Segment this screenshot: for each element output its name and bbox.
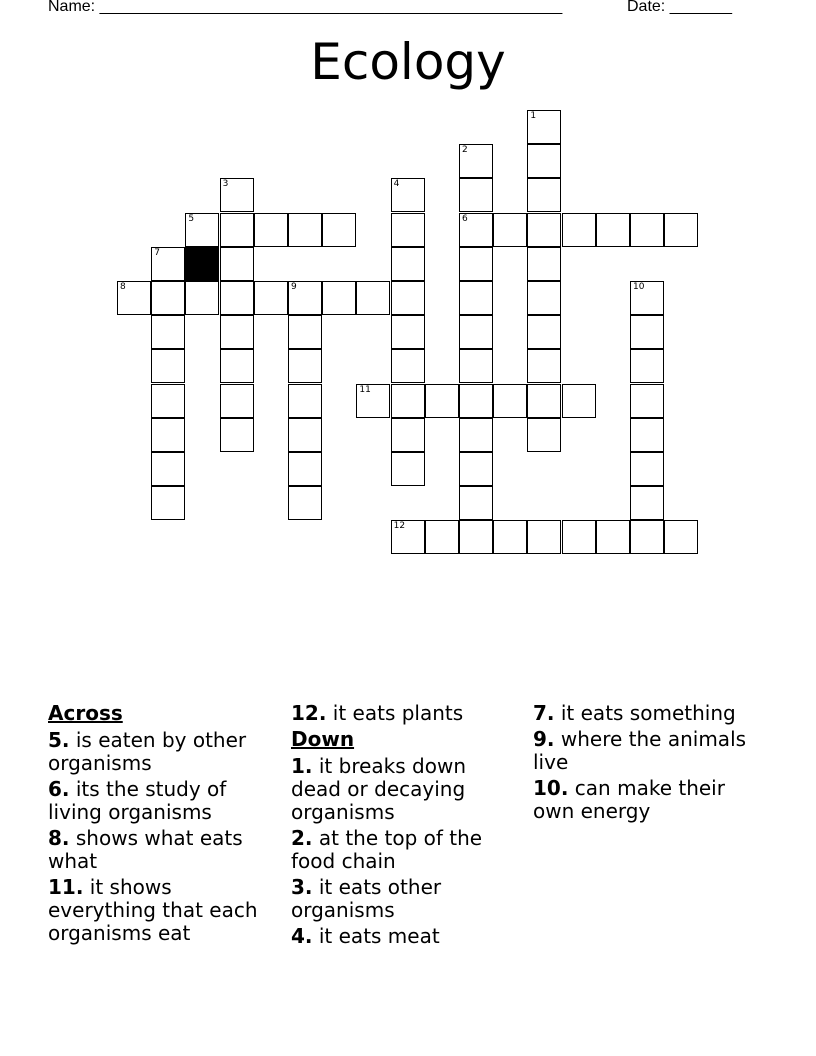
grid-cell[interactable]: [288, 486, 322, 520]
grid-cell[interactable]: [630, 418, 664, 452]
grid-cell[interactable]: [288, 315, 322, 349]
across-heading: Across: [48, 701, 123, 725]
grid-cell[interactable]: [459, 418, 493, 452]
black-cell: [185, 247, 219, 281]
clue-number-label: 4: [393, 179, 400, 190]
down-heading: Down: [291, 727, 355, 751]
grid-cell[interactable]: [630, 520, 664, 554]
grid-cell[interactable]: [220, 178, 254, 212]
grid-cell[interactable]: [151, 384, 185, 418]
across-clue: [48, 827, 278, 873]
clue-number-label: 8: [120, 282, 126, 292]
grid-cell[interactable]: [391, 418, 425, 452]
grid-cell[interactable]: [185, 213, 219, 247]
grid-cell[interactable]: [630, 315, 664, 349]
clue-column-2: [291, 702, 521, 951]
grid-cell[interactable]: [151, 281, 185, 315]
grid-cell[interactable]: [254, 213, 288, 247]
grid-cell[interactable]: [596, 213, 630, 247]
grid-cell[interactable]: [630, 213, 664, 247]
grid-cell[interactable]: [322, 213, 356, 247]
grid-cell[interactable]: [562, 384, 596, 418]
grid-cell[interactable]: [527, 384, 561, 418]
grid-cell[interactable]: [425, 520, 459, 554]
grid-cell[interactable]: [596, 520, 630, 554]
down-clue: [533, 702, 748, 725]
grid-cell[interactable]: [391, 315, 425, 349]
clue-number: 7.: [533, 701, 555, 725]
clue-column-3: [533, 702, 748, 826]
grid-cell[interactable]: [630, 281, 664, 315]
clue-column-1: [48, 702, 278, 948]
down-clue: [291, 925, 521, 948]
grid-cell[interactable]: [391, 247, 425, 281]
grid-cell[interactable]: [425, 384, 459, 418]
grid-cell[interactable]: [459, 520, 493, 554]
clue-number-label: 6: [462, 213, 468, 224]
grid-cell[interactable]: [562, 213, 596, 247]
grid-cell[interactable]: [151, 247, 185, 281]
clue-number: 6.: [48, 777, 70, 801]
grid-cell[interactable]: [288, 384, 322, 418]
down-clue: [291, 755, 521, 824]
grid-cell[interactable]: [527, 281, 561, 315]
across-clue: [48, 729, 278, 775]
clue-text: its the study of living organisms: [48, 777, 227, 824]
grid-cell[interactable]: [151, 486, 185, 520]
grid-cell[interactable]: [664, 520, 698, 554]
down-clue: [533, 728, 748, 774]
across-clue: [291, 702, 521, 725]
grid-cell[interactable]: [220, 384, 254, 418]
grid-cell[interactable]: [459, 315, 493, 349]
grid-cell[interactable]: [391, 384, 425, 418]
grid-cell[interactable]: [527, 418, 561, 452]
grid-cell[interactable]: [254, 281, 288, 315]
grid-cell[interactable]: [220, 281, 254, 315]
name-field[interactable]: Name: ____________________________________________________: [48, 0, 563, 15]
grid-cell[interactable]: [220, 349, 254, 383]
grid-cell[interactable]: [288, 418, 322, 452]
grid-cell[interactable]: [391, 178, 425, 212]
clue-number: 1.: [291, 754, 313, 778]
grid-cell[interactable]: [151, 349, 185, 383]
grid-cell[interactable]: [527, 144, 561, 178]
grid-cell[interactable]: [391, 281, 425, 315]
grid-cell[interactable]: [459, 247, 493, 281]
grid-cell[interactable]: [630, 349, 664, 383]
clue-number-label: 12: [393, 521, 406, 532]
grid-cell[interactable]: [391, 520, 425, 554]
grid-cell[interactable]: [322, 281, 356, 315]
grid-cell[interactable]: [527, 110, 561, 144]
clue-text: it eats meat: [312, 924, 440, 948]
clue-number-label: 2: [462, 145, 468, 156]
grid-cell[interactable]: [220, 418, 254, 452]
clue-text: it shows everything that each organisms eat: [48, 875, 258, 945]
clue-number: 11.: [48, 875, 84, 899]
down-clue: [533, 777, 748, 823]
clue-number: 8.: [48, 826, 70, 850]
grid-cell[interactable]: [459, 178, 493, 212]
clue-text: shows what eats what: [48, 826, 243, 873]
grid-cell[interactable]: [493, 520, 527, 554]
grid-cell[interactable]: [151, 452, 185, 486]
clue-text: it eats other organisms: [291, 875, 442, 922]
grid-cell[interactable]: [151, 418, 185, 452]
grid-cell[interactable]: [459, 144, 493, 178]
across-clue: [48, 778, 278, 824]
down-clue: [291, 827, 521, 873]
grid-cell[interactable]: [459, 349, 493, 383]
grid-cell[interactable]: [288, 452, 322, 486]
grid-cell[interactable]: [493, 384, 527, 418]
grid-cell[interactable]: [630, 452, 664, 486]
grid-cell[interactable]: [630, 384, 664, 418]
clue-number-label: 10: [633, 282, 645, 292]
clue-number-label: 3: [222, 179, 229, 190]
grid-cell[interactable]: [459, 213, 493, 247]
grid-cell[interactable]: [459, 452, 493, 486]
grid-cell[interactable]: [356, 281, 390, 315]
grid-cell[interactable]: [459, 281, 493, 315]
clue-number-label: 1: [530, 111, 537, 121]
grid-cell[interactable]: [151, 315, 185, 349]
grid-cell[interactable]: [288, 281, 322, 315]
grid-cell[interactable]: [527, 349, 561, 383]
clue-text: it eats something: [554, 701, 736, 725]
clue-number-label: 9: [291, 282, 297, 292]
grid-cell[interactable]: [527, 520, 561, 554]
puzzle-title: Ecology: [310, 33, 506, 91]
clue-number: 10.: [533, 776, 569, 800]
grid-cell[interactable]: [288, 349, 322, 383]
clue-number: 12.: [291, 701, 327, 725]
grid-cell[interactable]: [664, 213, 698, 247]
grid-cell[interactable]: [220, 315, 254, 349]
clue-text: can make their own energy: [533, 776, 725, 823]
grid-cell[interactable]: [630, 486, 664, 520]
clue-number: 4.: [291, 924, 313, 948]
grid-cell[interactable]: [459, 486, 493, 520]
grid-cell[interactable]: [527, 315, 561, 349]
clue-text: is eaten by other organisms: [48, 728, 247, 775]
grid-cell[interactable]: [391, 349, 425, 383]
grid-cell[interactable]: [527, 247, 561, 281]
clue-text: it eats plants: [326, 701, 464, 725]
grid-cell[interactable]: [185, 281, 219, 315]
clue-number: 5.: [48, 728, 70, 752]
grid-cell[interactable]: [288, 213, 322, 247]
clue-number-label: 7: [154, 247, 160, 258]
clue-number: 3.: [291, 875, 313, 899]
down-clue: [291, 876, 521, 922]
grid-cell[interactable]: [356, 384, 390, 418]
clue-number-label: 5: [188, 213, 195, 224]
grid-cell[interactable]: [117, 281, 151, 315]
clue-text: it breaks down dead or decaying organisms: [291, 754, 466, 824]
grid-cell[interactable]: [220, 247, 254, 281]
grid-cell[interactable]: [493, 213, 527, 247]
clue-number: 2.: [291, 826, 313, 850]
clue-number-label: 11: [359, 384, 371, 395]
grid-cell[interactable]: [459, 384, 493, 418]
clue-text: at the top of the food chain: [291, 826, 483, 873]
grid-cell[interactable]: [391, 213, 425, 247]
grid-cell[interactable]: [220, 213, 254, 247]
date-field[interactable]: Date: _______: [627, 0, 732, 15]
grid-cell[interactable]: [527, 213, 561, 247]
clue-text: where the animals live: [533, 727, 747, 774]
grid-cell[interactable]: [562, 520, 596, 554]
clue-number: 9.: [533, 727, 555, 751]
grid-cell[interactable]: [527, 178, 561, 212]
across-clue: [48, 876, 278, 945]
grid-cell[interactable]: [391, 452, 425, 486]
